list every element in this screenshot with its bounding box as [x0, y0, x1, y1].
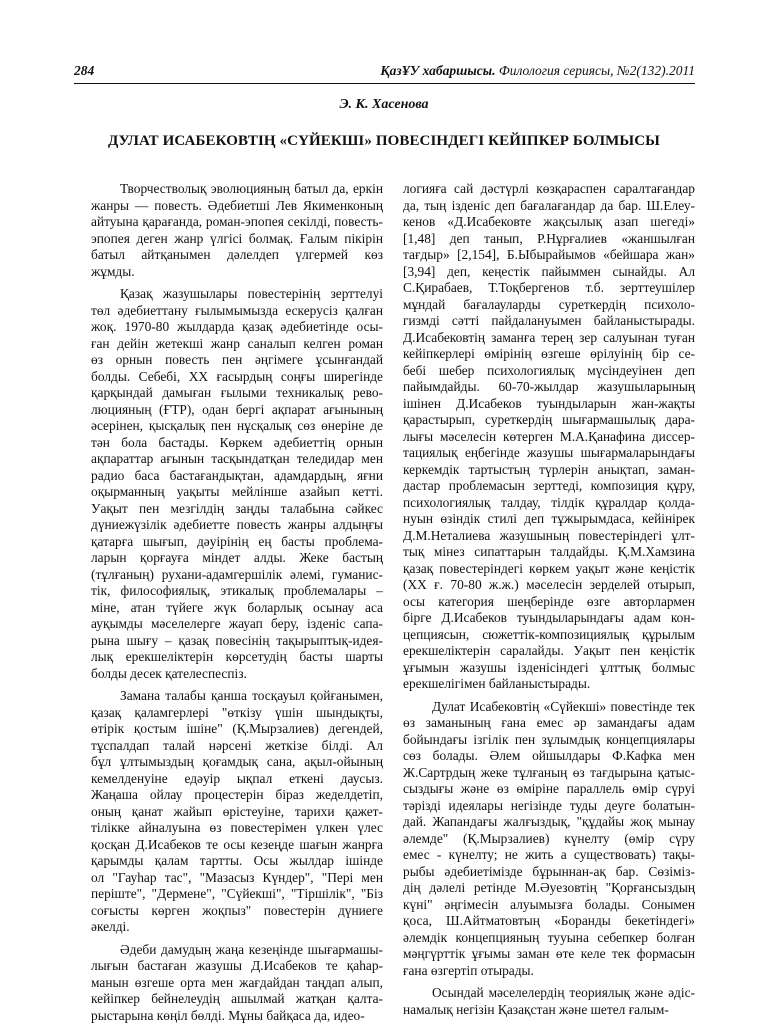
text-line: бұл ұлтымыздың қоғамдық сана, ақыл-ойының — [91, 754, 383, 769]
text-line: әлемде" (Қ.Мырзалиев) күнелту (өмір сүру — [403, 830, 695, 846]
text-line: лық ерекшеліктерін көрсетудің басты шарты — [91, 649, 383, 664]
text-line: Ж.Сартрдың жеке тұлғаның өз тағдырына қатыс- — [403, 764, 695, 780]
text-line: манын өзгеше орта мен жағдайдан таңдап алып, — [91, 974, 383, 990]
text-line: ған дейін жетекші жанр саналып келген роман — [91, 335, 383, 351]
text-line: қарастырып, суреткердің шығармашылық дара- — [403, 412, 695, 427]
text-line: ерекшелігімен байланыстырады. — [403, 676, 591, 691]
text-line: ішінен Д.Исабеков туындыларын жан-жақты — [403, 395, 695, 411]
text-line: ғана өзгертіп отырады. — [403, 962, 534, 978]
text-line: лығын бастаған жазушы Д.Исабеков те қаһар- — [91, 958, 383, 973]
text-line: рыстарына көңіл бөлді. Мұны байқаса да, идео- — [91, 1007, 365, 1023]
text-line: радио баса бастағандықтан, адамдардың, яғни — [91, 467, 383, 483]
text-line: қазақ қаламгерлері "өткізу үшін шындықты, — [91, 704, 383, 720]
text-line: жұмды. — [91, 263, 135, 279]
text-line: рына шығу – қазақ повесінің тақырыптық-идея- — [91, 632, 383, 648]
text-line: Замана талабы қанша тосқауыл қойғанымен, — [120, 688, 383, 703]
text-line: ол "Гауһар тас", "Мазасыз Күндер", "Пері мен — [91, 869, 383, 885]
text-line: тұспалдап талай нәрсені жеткізе білді. Ал — [91, 737, 383, 753]
text-line: Әдеби дамудың жаңа кезеңінде шығармашы- — [120, 941, 383, 957]
text-line: нуын өзіндік стилі деп тұжырымдаса, кейінірек — [403, 511, 695, 526]
text-line: Осындай мәселелердің теориялық және әдіс- — [432, 985, 695, 1000]
text-line: қоса, Ш.Айтматовтың «Боранды бекетіндегі» — [403, 913, 695, 928]
text-line: әсерінен, қысқалық пен нұсқалық сөз өнеріне де — [91, 418, 383, 433]
text-line: [1,48] деп танып, Р.Нұрғалиев «жаншылған — [403, 230, 695, 246]
text-line: намалық негізін Қазақстан және шетел ғалым- — [403, 1001, 669, 1017]
journal-info — [380, 63, 695, 79]
text-line: өтірік қостым ішіне" (Қ.Мырзалиев) дегендей, — [91, 721, 383, 736]
text-line: оның қанат жайып өрістеуіне, тарихи қажет- — [91, 803, 383, 819]
text-line: өз заманының ғана емес әр замандағы адам — [403, 715, 695, 730]
text-line: эпопея деген жанр үлгісі болмақ. Ғалым пікірін — [91, 230, 383, 246]
page-number: 284 — [74, 63, 95, 78]
text-line: тік, философиялық, этикалық проблемалары – — [91, 583, 383, 598]
text-line: Д.Исабековтің заманға терең зер салуынан туған — [403, 329, 695, 345]
text-line: болды. Себебі, ХХ ғасырдың соңғы ширегінде — [91, 368, 383, 384]
text-line: психологиялық талдау, тілдік құралдар қолда- — [403, 494, 695, 510]
left-column — [91, 181, 383, 1024]
text-line: сыздығы және өз өміріне параллель өмір сүруі — [403, 781, 695, 796]
text-line: міне, атан түйеге жүк боларлық осынау аса — [91, 599, 383, 615]
text-line: лығы мәселесін көтерген М.А.Қанафина диссер- — [403, 428, 695, 444]
text-line: тәрізді идеялары негізінде туды деуге болатын- — [403, 797, 695, 813]
text-line: әлемдік концепцияның тууына себепкер болған — [403, 929, 695, 945]
text-line: да, тың ізденіс деп бағалағандар да бар. Ш.Елеу- — [403, 197, 695, 213]
text-line: бойындағы ізгілік пен зұлымдық концепциялары — [403, 731, 695, 747]
text-line: тық мінез сипаттарын талдайды. Қ.М.Хамзина — [403, 544, 695, 559]
text-line: ерекшеліктерін саралайды. Уақыт пен кеңістік — [403, 643, 695, 658]
text-line: бірге Д.Исабеков туындыларындағы адам кон- — [403, 610, 695, 625]
text-line: кейіпкер бейнелеудің ашылмай жатқан қалта- — [91, 991, 383, 1006]
author-name: Э. К. Хасенова — [339, 97, 429, 112]
running-header — [74, 63, 695, 81]
text-line: гизмді сәтті пайдалануымен байланыстырады. — [403, 313, 695, 328]
text-line: люцияның (ҒТР), одан бергі ақпарат ағынының — [91, 401, 383, 417]
text-line: тән бола бастады. Көркем әдебиеттің орнын — [91, 434, 383, 450]
text-line: оқырманның уақыты мейлінше азайып кетті. — [91, 484, 383, 499]
text-line: мәңгүрттік ұғымы заман өте келе тек формасын — [403, 946, 695, 961]
text-line: (ХХ ғ. 70-80 ж.ж.) мәселесін зерделей отырып, — [403, 577, 695, 592]
text-line: С.Қирабаев, Т.Тоқбергенов т.б. зерттеушілер — [403, 280, 695, 295]
text-line: керкемдік тартыстың түрлерін анықтап, заман- — [403, 461, 695, 477]
journal-series: Филология сериясы, №2(132).2011 — [495, 63, 695, 78]
journal-name: ҚазҰУ хабаршысы. — [380, 63, 496, 78]
text-line: Уақыт пен мезгілдің заңды талабына сәйкес — [91, 500, 383, 516]
text-line: болды десек қателеспеспіз. — [91, 665, 247, 681]
text-line: Творчестволық эволюцияның батыл да, еркін — [120, 181, 383, 196]
header-rule — [74, 83, 695, 84]
text-line: рыбы әдебиетімізде бұрыннан-ақ бар. Сөзіміз- — [403, 863, 695, 879]
text-line: осы категория шеңберінде өзге авторлармен — [403, 593, 695, 609]
text-line: қосқан Д.Исабеков те осы кезеңде шағын жанрға — [91, 836, 383, 852]
text-line: періште", "Дермене", "Сүйекші", "Тіршілік", "Біз — [91, 886, 383, 901]
text-line: тағдыр» [2,154], Б.Ыбырайымов «бейшара жан» — [403, 247, 695, 262]
article-title: ДУЛАТ ИСАБЕКОВТІҢ «СҮЙЕКШІ» ПОВЕСІНДЕГІ КЕЙІПКЕР БОЛМЫСЫ — [108, 133, 660, 149]
text-line: өз орнын повесть пен әңгімеге ұсынғандай — [91, 352, 383, 367]
text-line: қатарға шығып, дәуірінің ең басты проблема- — [91, 533, 383, 549]
text-line: дүниежүзілік әдебиетте повесть жанры алдыңғы — [91, 517, 383, 532]
text-line: дің дәлелі ретінде М.Әуезовтің "Қорғансыздың — [403, 880, 695, 895]
text-line: дастар проблемасын зерттеді, композиция құру, — [403, 478, 695, 493]
text-line: тациялық еңбегінде жазушы шығармаларындағы — [403, 445, 695, 460]
text-line: қазақ повестеріндегі көркем уақыт және кеңістік — [403, 560, 695, 576]
text-line: күні" әңгімесін алуымызға болады. Сонымен — [403, 896, 695, 912]
text-line: бебі шебер психологиялық мүсіндеуінен деп — [403, 362, 695, 378]
text-line: ларын қорғауға міндет алды. Жеке бастың — [91, 550, 383, 565]
text-line: Д.М.Неталиева жазушының повестеріндегі ұлт- — [403, 527, 695, 543]
text-line: [3,94] деп, кеңестік пайыммен сынайды. Ал — [403, 263, 695, 279]
text-line: Жаңаша ойлау процестерін біраз жеделдетіп, — [91, 787, 383, 802]
text-line: тілікке айналуына өз повестерімен үлкен үлес — [91, 820, 383, 835]
text-line: кенов «Д.Исабековте жақсылық азап шегеді» — [403, 214, 695, 229]
text-line: Қазақ жазушылары повестерінің зерттелуі — [120, 286, 383, 301]
right-column — [403, 181, 695, 1018]
text-line: (тұлғаның) рухани-адамгершілік әлемі, гуманис- — [91, 566, 383, 582]
text-line: кейіпкерлері өмірінің өзгеше өрілуінің бір се- — [403, 346, 695, 361]
text-line: әкелді. — [91, 919, 130, 934]
text-line: батыл айтқанымен дәлелдеп үлгермей көз — [91, 247, 383, 262]
text-line: логияға сай дәстүрлі көзқараспен саралтағандар — [403, 181, 695, 196]
text-line: сөз болады. Әлем ойшылдары Ф.Кафка мен — [403, 748, 695, 763]
text-line: пайымдайды. 60-70-жылдар жазушыларының — [403, 379, 695, 394]
text-line: ұғымын жазушы ізденісіндегі ұлттық болмыс — [403, 659, 695, 675]
text-line: төл әдебиеттану ғылымымызда ескерусіз қалған — [91, 302, 383, 318]
text-line: қарқындай дамыған ғылыми техникалық рево- — [91, 385, 383, 400]
text-line: ауқымды мәселелерге жауап беру, ізденіс сапа- — [91, 616, 383, 631]
text-line: емес - күнелту; не жить а существовать) тақы- — [403, 847, 695, 862]
text-line: кемелденуіне едәуір ықпал еткені даусыз. — [91, 770, 383, 786]
text-line: жанры — повесть. Әдебиетші Лев Якименконың — [91, 197, 383, 213]
text-line: жоқ. 1970-80 жылдарда қазақ әдебиетінде осы- — [91, 319, 383, 334]
text-line: дай. Жапандағы жалғыздық, "құдайы жоқ мынау — [403, 814, 695, 829]
text-line: ақпараттар ағынын тасқындатқан теледидар мен — [91, 451, 383, 466]
text-line: қарымды қалам тартты. Осы жылдар ішінде — [91, 853, 383, 868]
text-line: айтуына қарағанда, роман-эпопея секілді, повесть- — [91, 214, 383, 229]
text-line: соғысты көрген жоқпыз" повестерін дүниеге — [91, 902, 383, 918]
text-line: Дулат Исабековтің «Сүйекші» повестінде тек — [432, 698, 695, 714]
text-line: мұндай бағалауларды суреткердің психоло- — [403, 296, 695, 312]
text-line: цепциясын, сюжеттік-композициялық құрылым — [403, 626, 695, 642]
